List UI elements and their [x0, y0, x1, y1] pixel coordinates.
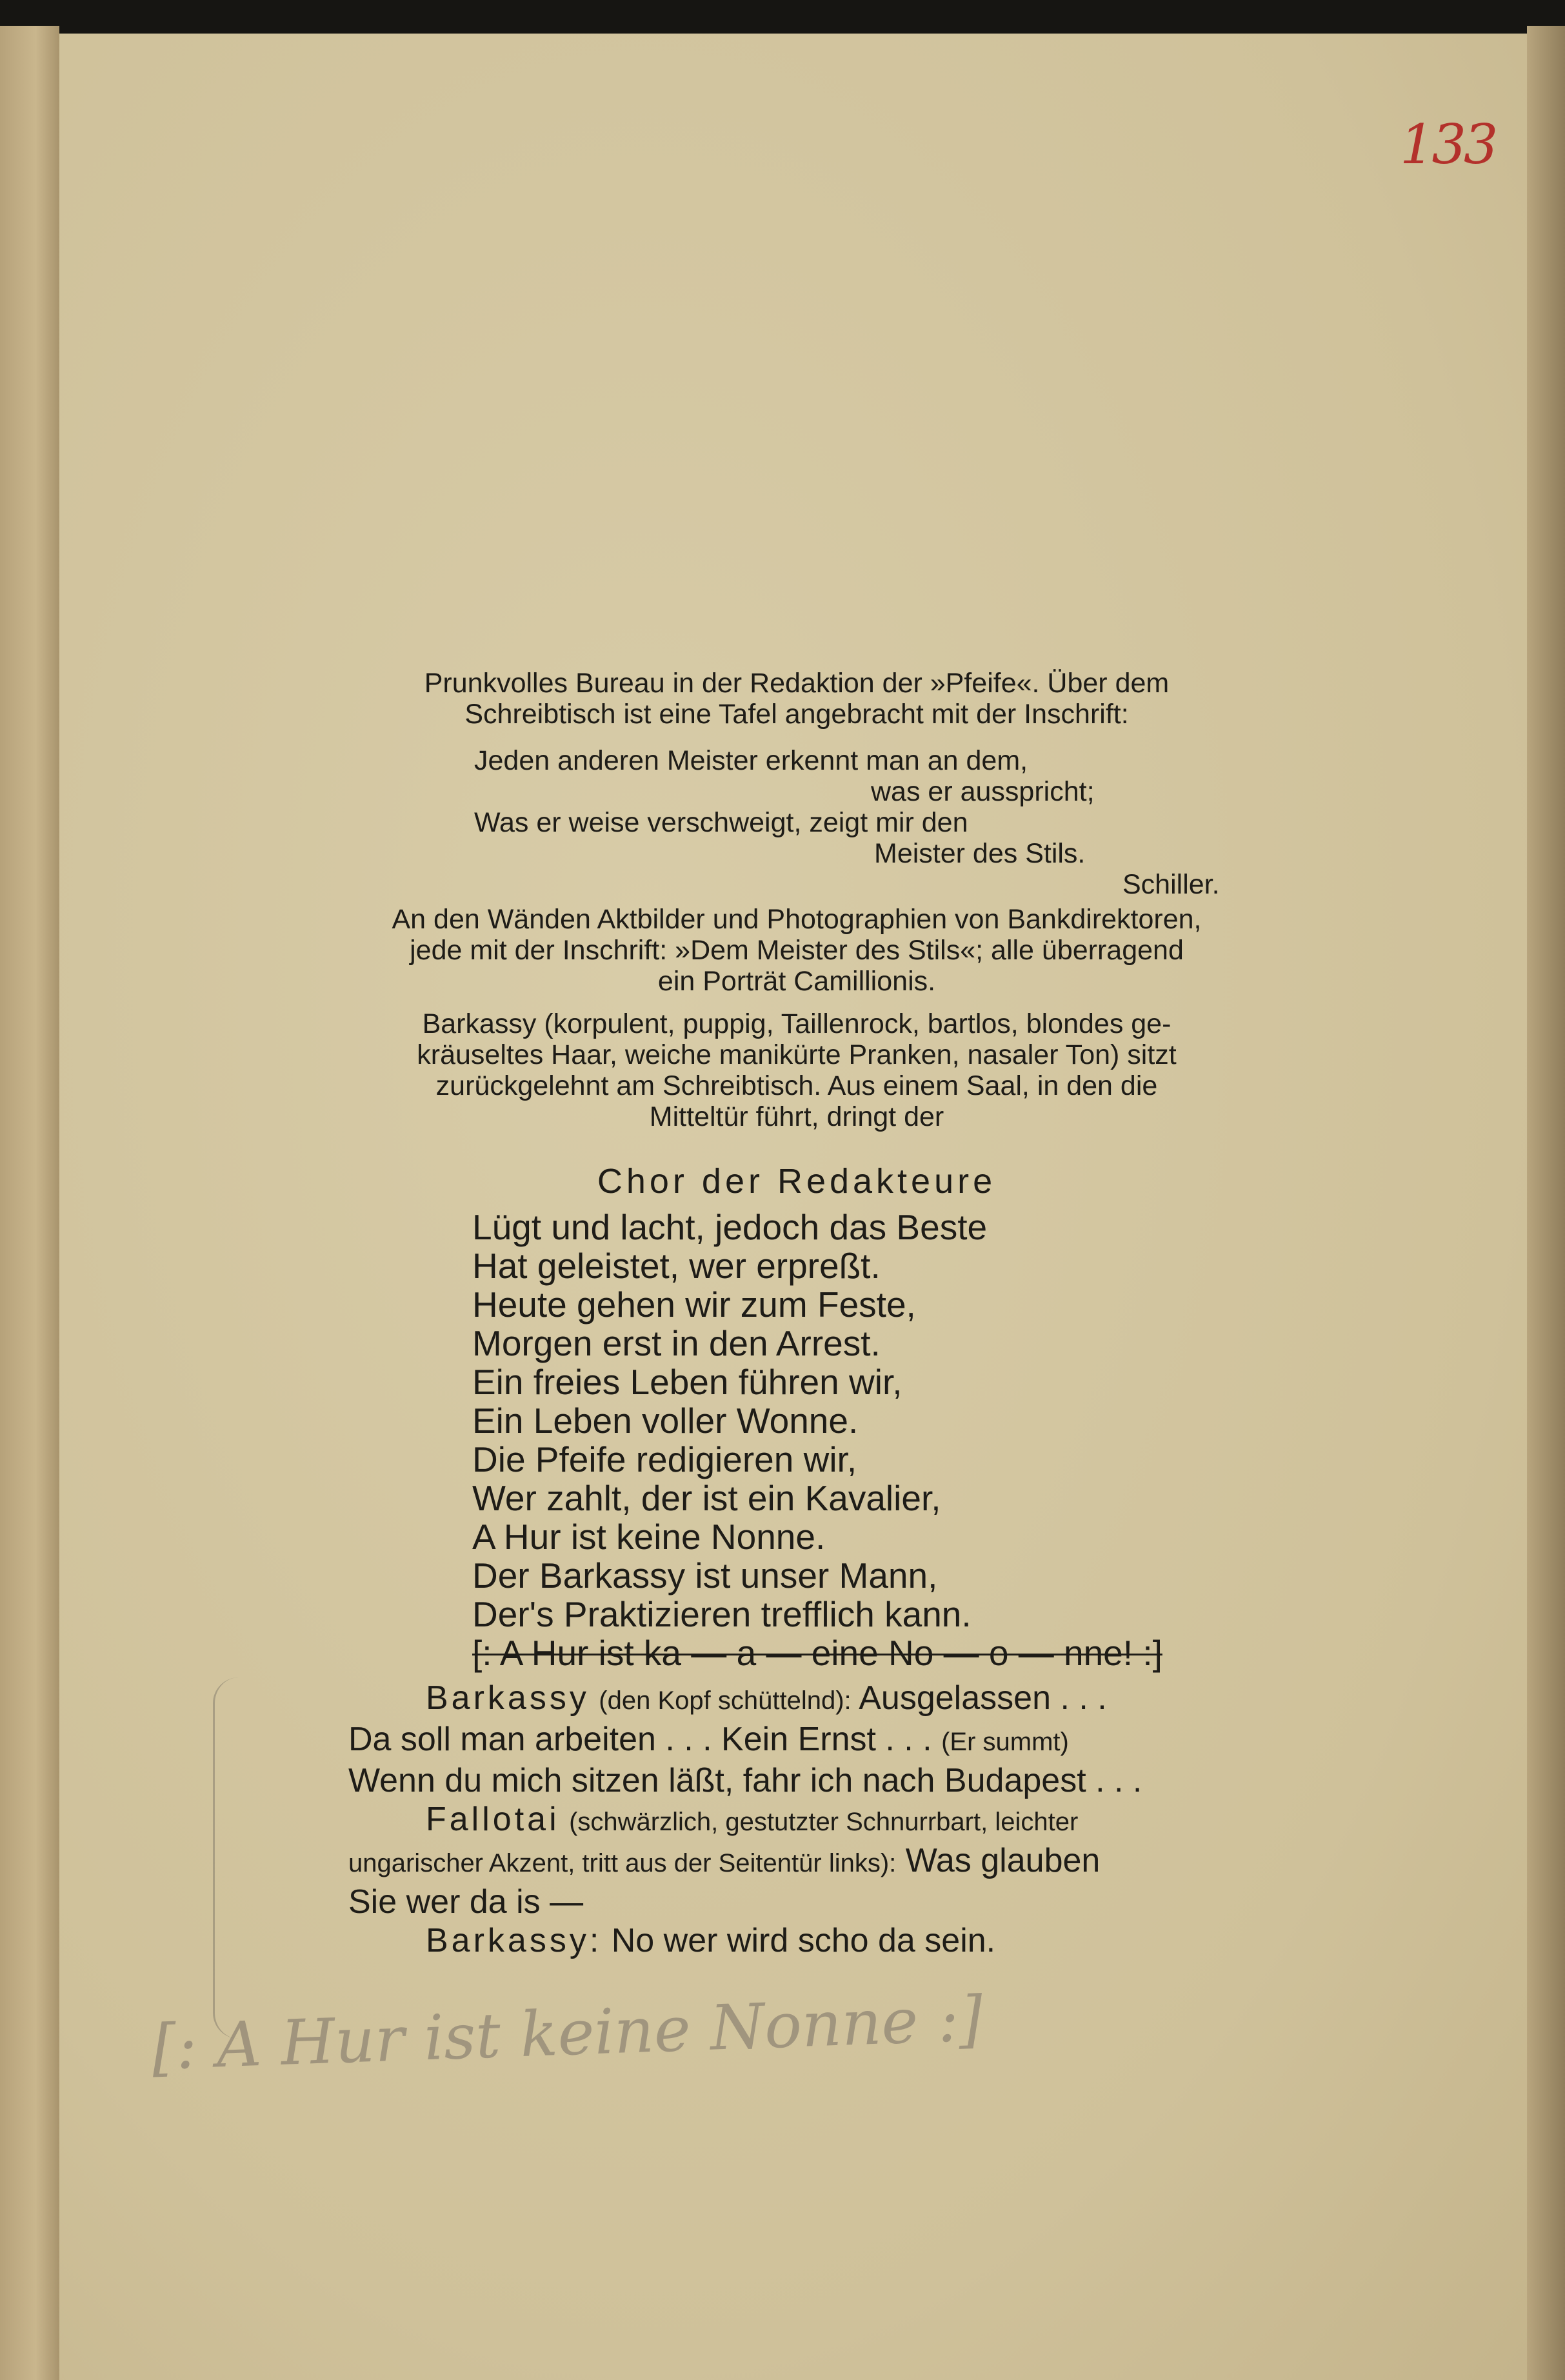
speaker-name: Fallotai: [426, 1801, 560, 1838]
dialog-line: [348, 1761, 1239, 1800]
scan-top-shadow: [0, 0, 1565, 39]
song-line: Der Barkassy ist unser Mann,: [472, 1555, 938, 1595]
dialog-line: [348, 1800, 1239, 1841]
spoken-text: Ausgelassen . . .: [859, 1679, 1107, 1717]
pencil-mark: [213, 1677, 241, 2039]
stage-direction-3: [348, 1008, 1245, 1132]
motto-line: was er ausspricht;: [871, 776, 1095, 807]
page-number: 133: [1400, 113, 1496, 176]
song-line: Morgen erst in den Arrest.: [472, 1323, 881, 1363]
song-repeat-line: [: A Hur ist ka — a — eine No — o — nne! :]: [472, 1633, 1162, 1673]
stage-direction-1: [348, 668, 1245, 730]
dialog-line: [348, 1720, 1239, 1761]
previous-page-edge: [0, 26, 59, 2380]
stage-line: Barkassy (korpulent, puppig, Taillenrock, bartlos, blondes ge-: [422, 1008, 1171, 1039]
stage-direction-2: [348, 904, 1245, 997]
spoken-text: Was glauben: [905, 1842, 1101, 1879]
stage-line: ein Porträt Camillionis.: [657, 966, 936, 997]
stage-line: An den Wänden Aktbilder und Photographien von Bankdirektoren,: [392, 904, 1202, 935]
dialog: [348, 1679, 1239, 1960]
handwritten-annotation: [: A Hur ist keine Nonne :]: [150, 1982, 984, 2084]
stage-aside: ungarischer Akzent, tritt aus der Seitentür links):: [348, 1849, 897, 1877]
spoken-text: No wer wird scho da sein.: [611, 1922, 996, 1959]
song-line: Lügt und lacht, jedoch das Beste: [472, 1207, 988, 1247]
stage-line: zurückgelehnt am Schreibtisch. Aus einem Saal, in den die: [435, 1070, 1158, 1101]
song-line: Heute gehen wir zum Feste,: [472, 1285, 916, 1325]
song-line: Der's Praktizieren trefflich kann.: [472, 1594, 972, 1634]
spoken-text: Da soll man arbeiten . . . Kein Ernst . . .: [348, 1721, 932, 1758]
chorus-title: Chor der Redakteure: [597, 1162, 997, 1201]
dialog-line: [348, 1921, 1239, 1960]
stage-line: kräuseltes Haar, weiche manikürte Pranken, nasaler Ton) sitzt: [417, 1039, 1177, 1070]
song-line: Wer zahlt, der ist ein Kavalier,: [472, 1478, 941, 1518]
stage-line: Mitteltür führt, dringt der: [649, 1101, 944, 1132]
stage-directions: [348, 668, 1245, 1132]
stage-line: Prunkvolles Bureau in der Redaktion der »Pfeife«. Über dem: [424, 668, 1170, 699]
song-line: A Hur ist keine Nonne.: [472, 1517, 826, 1557]
dialog-line: [348, 1841, 1239, 1883]
stage-line: Schreibtisch ist eine Tafel angebracht mit der Inschrift:: [464, 699, 1129, 730]
stage-aside: (den Kopf schüttelnd):: [599, 1686, 852, 1715]
spoken-text: Sie wer da is —: [348, 1883, 584, 1921]
song-line: Ein freies Leben führen wir,: [472, 1362, 902, 1402]
spoken-text: Wenn du mich sitzen läßt, fahr ich nach Budapest . . .: [348, 1762, 1142, 1799]
motto-line: Jeden anderen Meister erkennt man an dem,: [474, 745, 1028, 776]
motto-line: Meister des Stils.: [874, 838, 1086, 869]
stage-aside: (schwärzlich, gestutzter Schnurrbart, leichter: [569, 1808, 1079, 1836]
speaker-name: Barkassy: [426, 1679, 590, 1717]
stage-line: jede mit der Inschrift: »Dem Meister des Stils«; alle überragend: [410, 935, 1184, 966]
page-edge-right: [1527, 26, 1565, 2380]
stage-aside: (Er summt): [941, 1728, 1069, 1756]
speaker-name: Barkassy:: [426, 1922, 603, 1959]
song-line: Hat geleistet, wer erpreßt.: [472, 1246, 881, 1286]
dialog-line: [348, 1883, 1239, 1921]
song-line: Ein Leben voller Wonne.: [472, 1401, 859, 1441]
song-line: Die Pfeife redigieren wir,: [472, 1439, 857, 1479]
motto-line: Was er weise verschweigt, zeigt mir den: [474, 807, 968, 838]
motto-author: Schiller.: [1122, 869, 1220, 900]
schiller-motto: [348, 745, 1245, 900]
chorus-song: [472, 1207, 1162, 1673]
dialog-line: [348, 1679, 1239, 1720]
